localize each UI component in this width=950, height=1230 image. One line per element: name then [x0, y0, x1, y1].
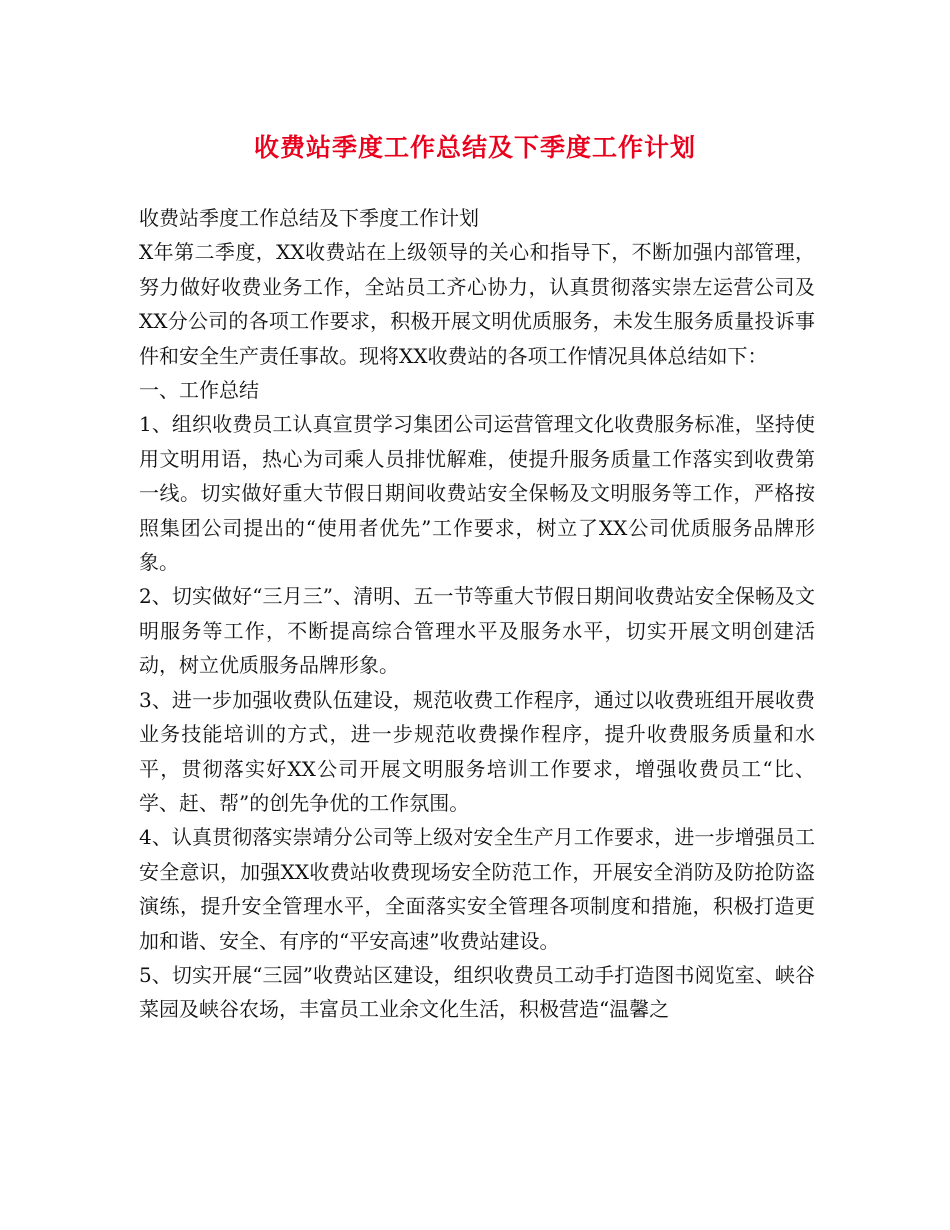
paragraph-item-5: 5、切实开展“三园”收费站区建设，组织收费员工动手打造图书阅览室、峡谷菜园及峡谷农场，丰富员工业余文化生活，积极营造“温馨之 — [139, 962, 815, 1022]
paragraph-item-1: 1、组织收费员工认真宣贯学习集团公司运营管理文化收费服务标准，坚持使用文明用语，热心为司乘人员排忧解难，使提升服务质量工作落实到收费第一线。切实做好重大节假日期间收费站安全保畅及文明服务等工作，严格按照集团公司提出的“使用者优先”工作要求，树立了XX公司优质服务品牌形象。 — [139, 412, 815, 575]
paragraph-item-3: 3、进一步加强收费队伍建设，规范收费工作程序，通过以收费班组开展收费业务技能培训的方式，进一步规范收费操作程序，提升收费服务质量和水平，贯彻落实好XX公司开展文明服务培训工作要求，增强收费员工“比、学、赶、帮”的创先争优的工作氛围。 — [139, 687, 815, 815]
paragraph-item-4: 4、认真贯彻落实崇靖分公司等上级对安全生产月工作要求，进一步增强员工安全意识，加强XX收费站收费现场安全防范工作，开展安全消防及防抢防盗演练，提升安全管理水平，全面落实安全管理各项制度和措施，积极打造更加和谐、安全、有序的“平安高速”收费站建设。 — [139, 825, 815, 953]
section-heading: 一、工作总结 — [139, 378, 259, 403]
document-body — [139, 201, 815, 1027]
paragraph-intro: X年第二季度，XX收费站在上级领导的关心和指导下，不断加强内部管理，努力做好收费业务工作，全站员工齐心协力，认真贯彻落实崇左运营公司及XX分公司的各项工作要求，积极开展文明优质服务，未发生服务质量投诉事件和安全生产责任事故。现将XX收费站的各项工作情况具体总结如下： — [139, 240, 815, 368]
document-title: 收费站季度工作总结及下季度工作计划 — [253, 133, 696, 162]
paragraph-subtitle: 收费站季度工作总结及下季度工作计划 — [139, 206, 479, 230]
paragraph-item-2: 2、切实做好“三月三”、清明、五一节等重大节假日期间收费站安全保畅及文明服务等工作，不断提高综合管理水平及服务水平，切实开展文明创建活动，树立优质服务品牌形象。 — [139, 584, 815, 678]
